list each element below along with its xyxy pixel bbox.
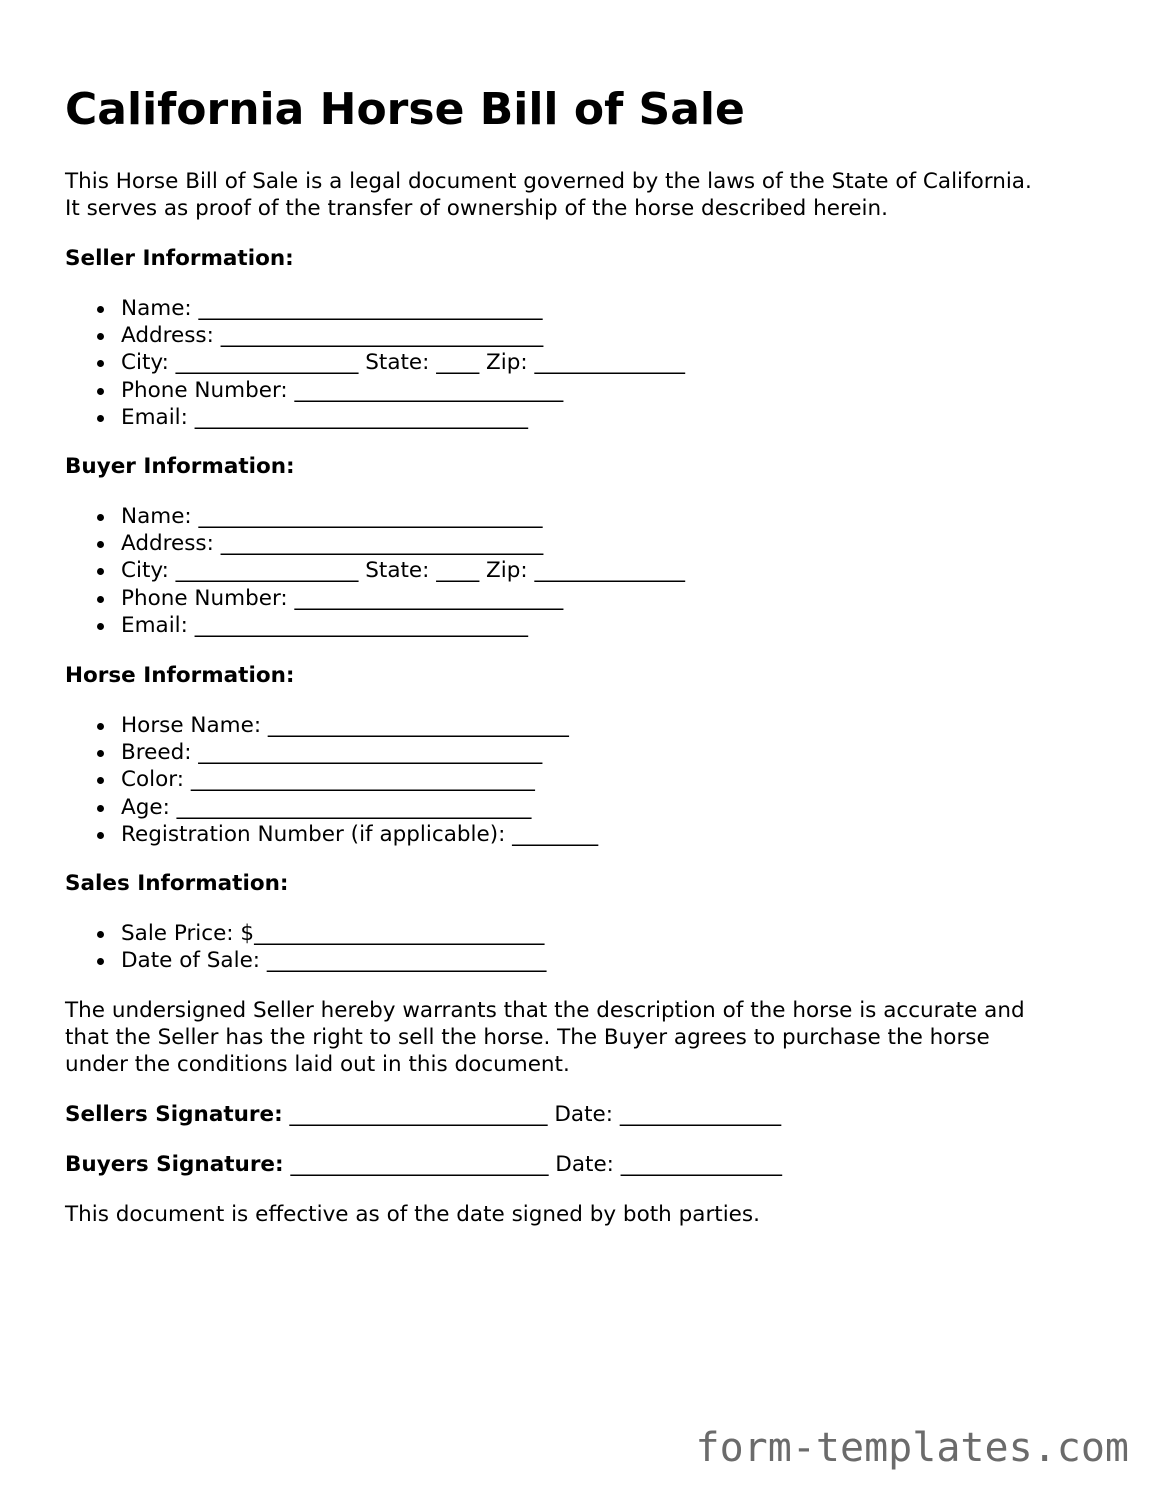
seller-signature-blanks[interactable]: ________________________ Date: _______________ xyxy=(282,1102,782,1127)
seller-signature-line[interactable] xyxy=(65,1101,781,1128)
seller-city-state-zip-field[interactable]: City: _________________ State: ____ Zip: ______________ xyxy=(65,349,685,376)
seller-name-field[interactable]: Name: ________________________________ xyxy=(65,295,685,322)
horse-info-heading: Horse Information: xyxy=(65,663,295,688)
warranty-line: The undersigned Seller hereby warrants that the description of the horse is accurate and xyxy=(65,998,1025,1023)
site-watermark: form-templates.com xyxy=(695,1425,1129,1471)
buyer-name-field[interactable]: Name: ________________________________ xyxy=(65,503,685,530)
document-title: California Horse Bill of Sale xyxy=(65,84,745,135)
horse-info-list xyxy=(65,712,598,848)
horse-registration-field[interactable]: Registration Number (if applicable): ________ xyxy=(65,821,598,848)
buyer-signature-line[interactable] xyxy=(65,1151,782,1178)
seller-info-list xyxy=(65,295,685,431)
buyer-info-list xyxy=(65,503,685,639)
sale-date-field[interactable]: Date of Sale: __________________________ xyxy=(65,947,546,974)
buyer-phone-field[interactable]: Phone Number: _________________________ xyxy=(65,585,685,612)
warranty-line: under the conditions laid out in this document. xyxy=(65,1052,570,1077)
warranty-line: that the Seller has the right to sell the horse. The Buyer agrees to purchase the horse xyxy=(65,1025,990,1050)
closing-statement: This document is effective as of the date signed by both parties. xyxy=(65,1202,760,1227)
seller-address-field[interactable]: Address: ______________________________ xyxy=(65,322,685,349)
horse-name-field[interactable]: Horse Name: ____________________________ xyxy=(65,712,598,739)
buyer-info-heading: Buyer Information: xyxy=(65,454,295,479)
sales-info-heading: Sales Information: xyxy=(65,871,289,896)
horse-breed-field[interactable]: Breed: ________________________________ xyxy=(65,739,598,766)
sale-price-field[interactable]: Sale Price: $___________________________ xyxy=(65,920,546,947)
buyer-signature-blanks[interactable]: ________________________ Date: _______________ xyxy=(283,1152,782,1177)
buyer-city-state-zip-field[interactable]: City: _________________ State: ____ Zip: ______________ xyxy=(65,557,685,584)
seller-phone-field[interactable]: Phone Number: _________________________ xyxy=(65,377,685,404)
intro-line: This Horse Bill of Sale is a legal document governed by the laws of the State of California. xyxy=(65,169,1032,194)
intro-line: It serves as proof of the transfer of ownership of the horse described herein. xyxy=(65,196,888,221)
sales-info-list xyxy=(65,920,546,974)
warranty-paragraph xyxy=(65,997,1025,1078)
intro-paragraph xyxy=(65,168,1032,222)
buyer-signature-label: Buyers Signature: xyxy=(65,1152,284,1177)
buyer-address-field[interactable]: Address: ______________________________ xyxy=(65,530,685,557)
seller-email-field[interactable]: Email: _______________________________ xyxy=(65,404,685,431)
seller-signature-label: Sellers Signature: xyxy=(65,1102,283,1127)
buyer-email-field[interactable]: Email: _______________________________ xyxy=(65,612,685,639)
horse-age-field[interactable]: Age: _________________________________ xyxy=(65,794,598,821)
seller-info-heading: Seller Information: xyxy=(65,246,294,271)
horse-color-field[interactable]: Color: ________________________________ xyxy=(65,766,598,793)
